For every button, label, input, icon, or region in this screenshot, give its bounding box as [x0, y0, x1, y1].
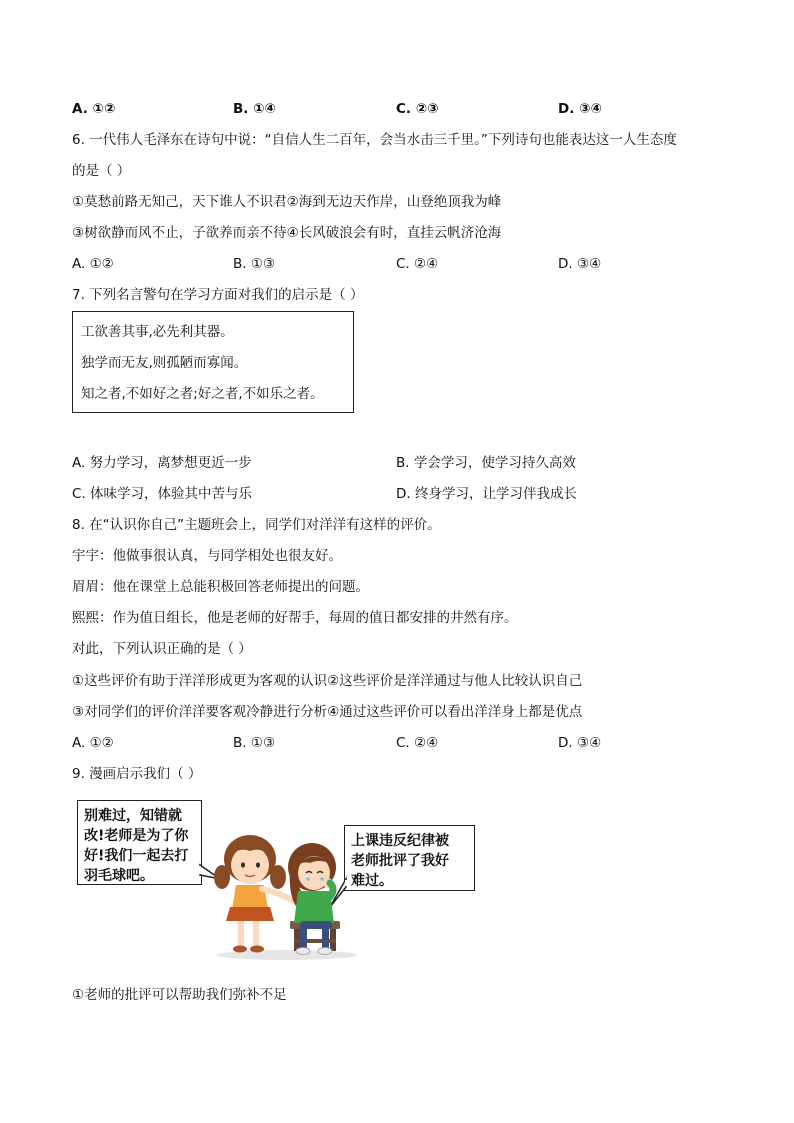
q6-items-line1: ①莫愁前路无知己，天下谁人不识君②海到无边天作岸，山登绝顶我为峰: [72, 194, 502, 210]
q8-option-b: B. ①③: [233, 735, 276, 751]
q8-items-line1: ①这些评价有助于洋洋形成更为客观的认识②这些评价是洋洋通过与他人比较认识自己: [72, 673, 583, 689]
q5-option-a: A. ①②: [72, 101, 116, 117]
q8-option-a: A. ①②: [72, 735, 114, 751]
q8-stem: 8. 在“认识你自己”主题班会上，同学们对洋洋有这样的评价。: [72, 517, 441, 533]
q5-option-c: C. ②③: [396, 101, 439, 117]
q6-option-c: C. ②④: [396, 256, 439, 272]
q7-option-c: C. 体味学习，体验其中苦与乐: [72, 486, 253, 502]
q7-quote-2: 独学而无友,则孤陋而寡闻。: [81, 355, 248, 371]
bubble-left-line2: 改!老师是为了你: [84, 828, 189, 844]
q9-item-1: ①老师的批评可以帮助我们弥补不足: [72, 987, 287, 1003]
q8-question: 对此，下列认识正确的是（ ）: [72, 641, 252, 657]
q9-stem: 9. 漫画启示我们（ ）: [72, 766, 202, 782]
bubble-right-line2: 老师批评了我好: [351, 853, 449, 869]
q7-stem: 7. 下列名言警句在学习方面对我们的启示是（ ）: [72, 287, 364, 303]
q6-stem-line2: 的是（ ）: [72, 163, 131, 179]
q6-items-line2: ③树欲静而风不止，子欲养而亲不待④长风破浪会有时，直挂云帆济沧海: [72, 225, 502, 241]
q7-option-a: A. 努力学习，离梦想更近一步: [72, 455, 252, 471]
q8-option-d: D. ③④: [558, 735, 602, 751]
q6-option-a: A. ①②: [72, 256, 114, 272]
standing-girl-figure: [214, 835, 294, 953]
q7-quote-3: 知之者,不如好之者;好之者,不如乐之者。: [81, 386, 324, 402]
bubble-right-line1: 上课违反纪律被: [351, 833, 449, 849]
bubble-left-line1: 别难过，知错就: [84, 808, 182, 824]
comic-illustration: [72, 797, 482, 962]
q7-quote-1: 工欲善其事,必先利其器。: [81, 324, 234, 340]
q5-option-d: D. ③④: [558, 101, 602, 117]
q6-option-b: B. ①③: [233, 256, 276, 272]
q7-option-b: B. 学会学习，使学习持久高效: [396, 455, 576, 471]
bubble-left-tail-cover: [198, 866, 201, 874]
bubble-right-tail-cover: [345, 880, 348, 886]
q6-option-d: D. ③④: [558, 256, 602, 272]
q7-option-d: D. 终身学习，让学习伴我成长: [396, 486, 577, 502]
q8-comment-3: 熙熙：作为值日组长，他是老师的好帮手，每周的值日都安排的井然有序。: [72, 610, 518, 626]
q7-quote-box: [72, 311, 354, 413]
bubble-left-line4: 羽毛球吧。: [84, 868, 154, 884]
q8-option-c: C. ②④: [396, 735, 439, 751]
q8-items-line2: ③对同学们的评价洋洋要客观冷静进行分析④通过这些评价可以看出洋洋身上都是优点: [72, 704, 583, 720]
bubble-right-line3: 难过。: [351, 873, 393, 889]
comic-drawing: [72, 797, 482, 962]
bubble-left-line3: 好!我们一起去打: [84, 848, 189, 864]
q8-comment-2: 眉眉：他在课堂上总能积极回答老师提出的问题。: [72, 579, 369, 595]
q6-stem-line1: 6. 一代伟人毛泽东在诗句中说：“自信人生二百年，会当水击三千里。”下列诗句也能表达这一人生态度: [72, 132, 677, 148]
q5-option-b: B. ①④: [233, 101, 276, 117]
q8-comment-1: 宇宇：他做事很认真，与同学相处也很友好。: [72, 548, 342, 564]
